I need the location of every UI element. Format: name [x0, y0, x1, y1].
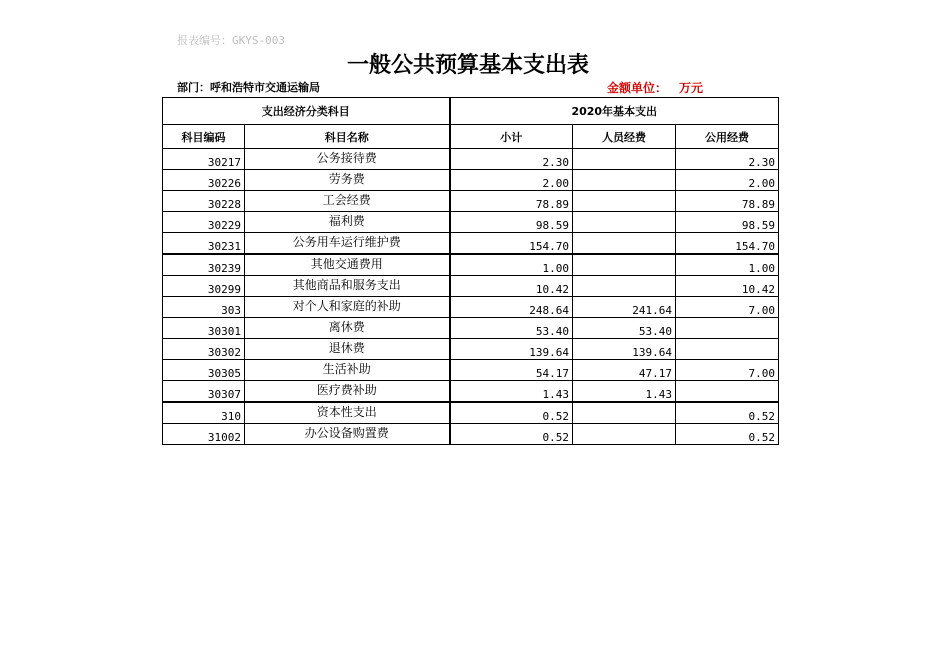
cell-code: 30305 [163, 360, 245, 381]
table-row [163, 381, 779, 403]
table-row [163, 297, 779, 318]
cell-subtotal: 98.59 [450, 212, 573, 233]
cell-public: 0.52 [676, 402, 779, 424]
cell-personnel: 241.64 [573, 297, 676, 318]
table-row [163, 191, 779, 212]
cell-name: 生活补助 [245, 360, 450, 381]
table-row [163, 360, 779, 381]
header-2020-basic: 2020年基本支出 [450, 98, 779, 125]
amount-unit-value: 万元 [679, 81, 704, 95]
cell-public: 7.00 [676, 360, 779, 381]
cell-code: 30226 [163, 170, 245, 191]
cell-subtotal: 2.00 [450, 170, 573, 191]
cell-personnel: 139.64 [573, 339, 676, 360]
cell-personnel [573, 402, 676, 424]
cell-public [676, 339, 779, 360]
header-row-group [163, 98, 779, 125]
cell-public: 10.42 [676, 276, 779, 297]
cell-personnel [573, 191, 676, 212]
cell-personnel [573, 149, 676, 170]
header-public: 公用经费 [676, 125, 779, 149]
cell-subtotal: 0.52 [450, 424, 573, 445]
cell-public: 98.59 [676, 212, 779, 233]
cell-name: 资本性支出 [245, 402, 450, 424]
cell-public: 154.70 [676, 233, 779, 255]
cell-public: 78.89 [676, 191, 779, 212]
table-row [163, 402, 779, 424]
header-personnel: 人员经费 [573, 125, 676, 149]
cell-personnel [573, 170, 676, 191]
amount-unit [607, 79, 703, 96]
cell-public [676, 381, 779, 403]
cell-subtotal: 2.30 [450, 149, 573, 170]
cell-name: 办公设备购置费 [245, 424, 450, 445]
page-title: 一般公共预算基本支出表 [346, 52, 589, 78]
cell-name: 退休费 [245, 339, 450, 360]
cell-subtotal: 53.40 [450, 318, 573, 339]
cell-subtotal: 0.52 [450, 402, 573, 424]
cell-code: 30217 [163, 149, 245, 170]
cell-personnel: 1.43 [573, 381, 676, 403]
cell-public: 7.00 [676, 297, 779, 318]
department-label: 部门：呼和浩特市交通运输局 [177, 81, 320, 94]
cell-code: 30307 [163, 381, 245, 403]
table-row [163, 149, 779, 170]
cell-name: 对个人和家庭的补助 [245, 297, 450, 318]
cell-personnel [573, 254, 676, 276]
cell-code: 30229 [163, 212, 245, 233]
cell-subtotal: 54.17 [450, 360, 573, 381]
cell-subtotal: 1.00 [450, 254, 573, 276]
table-row [163, 276, 779, 297]
cell-subtotal: 1.43 [450, 381, 573, 403]
cell-name: 劳务费 [245, 170, 450, 191]
cell-name: 工会经费 [245, 191, 450, 212]
cell-code: 310 [163, 402, 245, 424]
budget-table [162, 97, 779, 445]
header-subtotal: 小计 [450, 125, 573, 149]
cell-code: 30299 [163, 276, 245, 297]
cell-name: 离休费 [245, 318, 450, 339]
cell-name: 其他交通费用 [245, 254, 450, 276]
cell-subtotal: 154.70 [450, 233, 573, 255]
cell-public [676, 318, 779, 339]
cell-subtotal: 78.89 [450, 191, 573, 212]
cell-code: 30239 [163, 254, 245, 276]
cell-code: 30228 [163, 191, 245, 212]
report-number: 报表编号：GKYS-003 [177, 34, 285, 47]
table-row [163, 339, 779, 360]
header-name: 科目名称 [245, 125, 450, 149]
cell-subtotal: 10.42 [450, 276, 573, 297]
header-econ-class: 支出经济分类科目 [163, 98, 450, 125]
cell-name: 其他商品和服务支出 [245, 276, 450, 297]
cell-personnel: 53.40 [573, 318, 676, 339]
cell-personnel [573, 233, 676, 255]
cell-personnel [573, 276, 676, 297]
cell-name: 公务接待费 [245, 149, 450, 170]
cell-public: 2.30 [676, 149, 779, 170]
cell-code: 30231 [163, 233, 245, 255]
cell-subtotal: 139.64 [450, 339, 573, 360]
table-row [163, 170, 779, 191]
cell-name: 医疗费补助 [245, 381, 450, 403]
cell-public: 1.00 [676, 254, 779, 276]
table-row [163, 254, 779, 276]
cell-personnel [573, 212, 676, 233]
cell-public: 2.00 [676, 170, 779, 191]
cell-name: 公务用车运行维护费 [245, 233, 450, 255]
cell-code: 31002 [163, 424, 245, 445]
header-code: 科目编码 [163, 125, 245, 149]
amount-unit-label: 金额单位： [607, 81, 668, 95]
cell-public: 0.52 [676, 424, 779, 445]
cell-code: 30302 [163, 339, 245, 360]
table-row [163, 212, 779, 233]
cell-personnel: 47.17 [573, 360, 676, 381]
table-row [163, 424, 779, 445]
cell-subtotal: 248.64 [450, 297, 573, 318]
cell-personnel [573, 424, 676, 445]
cell-name: 福利费 [245, 212, 450, 233]
header-row-columns [163, 125, 779, 149]
table-row [163, 233, 779, 255]
cell-code: 30301 [163, 318, 245, 339]
cell-code: 303 [163, 297, 245, 318]
table-row [163, 318, 779, 339]
